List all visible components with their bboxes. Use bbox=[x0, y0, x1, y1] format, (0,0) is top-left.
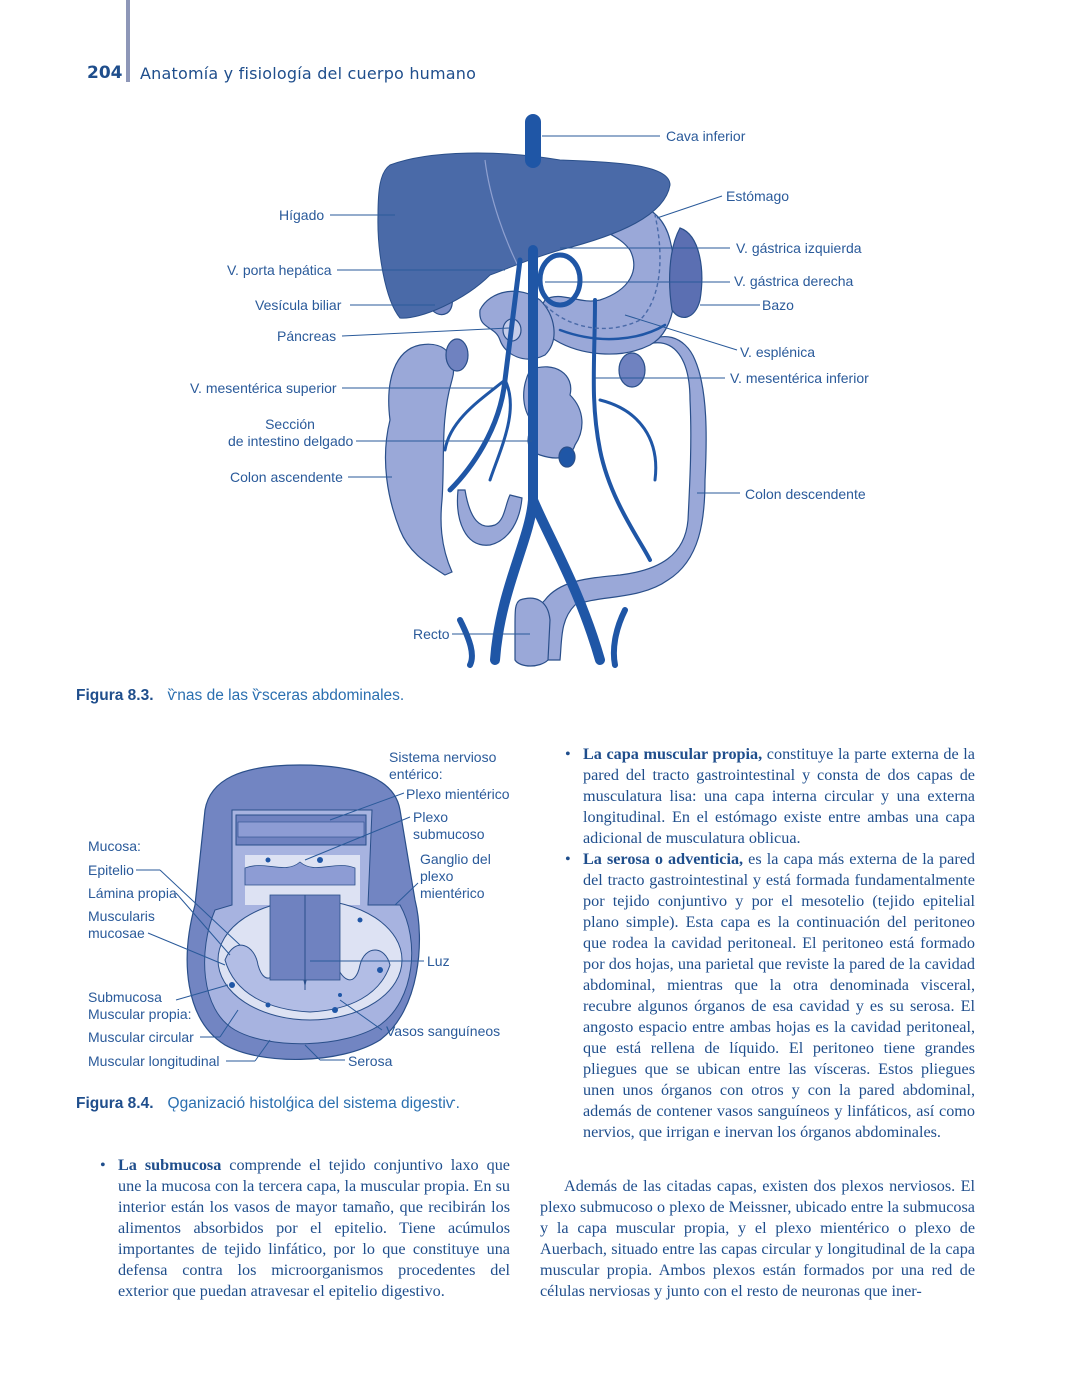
label-plexo-sub-line2: submucoso bbox=[413, 826, 485, 842]
label-muscularis-mucosae bbox=[88, 908, 155, 942]
bullet-serosa bbox=[565, 849, 975, 1143]
label-v-gastrica-derecha: V. gástrica derecha bbox=[734, 273, 854, 289]
bullet-submucosa bbox=[100, 1155, 510, 1302]
bullet-capa-muscular bbox=[565, 744, 975, 849]
label-muscular-propia: Muscular propia: bbox=[88, 1006, 192, 1022]
label-higado: Hígado bbox=[279, 207, 325, 223]
label-vasos-sanguineos: Vasos sanguíneos bbox=[386, 1023, 501, 1039]
label-v-gastrica-izquierda: V. gástrica izquierda bbox=[736, 240, 862, 256]
label-sistema-line1: Sistema nervioso bbox=[389, 749, 497, 765]
running-title: Anatomía y fisiología del cuerpo humano bbox=[140, 64, 477, 83]
label-plexo-mienterico: Plexo mientérico bbox=[406, 786, 510, 802]
figure-8-3-caption bbox=[76, 687, 404, 705]
figure-8-3-number: Figura 8.3. bbox=[76, 687, 154, 704]
label-muscularis-line1: Muscularis bbox=[88, 908, 155, 924]
right-column-text bbox=[565, 744, 975, 1143]
label-muscularis-line2: mucosae bbox=[88, 925, 145, 941]
label-epitelio: Epitelio bbox=[88, 862, 134, 878]
label-cava-inferior: Cava inferior bbox=[666, 128, 746, 144]
label-seccion-line2: de intestino delgado bbox=[228, 433, 354, 449]
submucosa-term: La submucosa bbox=[118, 1156, 222, 1174]
label-colon-descendente: Colon descendente bbox=[745, 486, 866, 502]
figure-8-4-caption-text: Ǫganizació histolǵica del sistema digestiѵ. bbox=[167, 1095, 460, 1112]
label-v-mesenterica-inferior: V. mesentérica inferior bbox=[730, 370, 869, 386]
label-sistema-nervioso bbox=[389, 749, 496, 783]
label-ganglio-line3: mientérico bbox=[420, 885, 485, 901]
figure-8-3-caption-text: ѷnas de las ѷsceras abdominales. bbox=[167, 687, 405, 704]
serosa-term: La serosa o adventicia, bbox=[583, 850, 744, 868]
label-plexo-submucoso bbox=[413, 809, 485, 843]
label-ganglio bbox=[420, 851, 491, 902]
muscular-description: constituye la parte externa de la pared del tracto gastrointestinal y consta de dos capas de musculatura lisa: una capa interna circular y una externa longitudinal. En el estómago existe entre ambas una capa adicional de musculatura oblicua. bbox=[583, 745, 975, 847]
label-ganglio-line1: Ganglio del bbox=[420, 851, 491, 867]
label-bazo: Bazo bbox=[762, 297, 794, 313]
figure-8-4-caption bbox=[76, 1095, 460, 1113]
abdominal-veins-illustration bbox=[0, 0, 1080, 680]
plexos-paragraph bbox=[540, 1176, 975, 1302]
label-v-esplenica: V. esplénica bbox=[740, 344, 815, 360]
label-submucosa: Submucosa bbox=[88, 989, 162, 1005]
label-seccion-line1: Sección bbox=[265, 416, 315, 432]
page-number: 204 bbox=[87, 63, 123, 83]
label-muscular-longitudinal: Muscular longitudinal bbox=[88, 1053, 220, 1069]
left-column-text bbox=[100, 1155, 510, 1302]
label-v-mesenterica-superior: V. mesentérica superior bbox=[190, 380, 337, 396]
label-colon-ascendente: Colon ascendente bbox=[230, 469, 343, 485]
label-v-porta-hepatica: V. porta hepática bbox=[227, 262, 332, 278]
label-sistema-line2: entérico: bbox=[389, 766, 443, 782]
label-ganglio-line2: plexo bbox=[420, 868, 454, 884]
label-mucosa: Mucosa: bbox=[88, 838, 141, 854]
muscular-term: La capa muscular propia, bbox=[583, 745, 763, 763]
label-luz: Luz bbox=[427, 953, 450, 969]
label-pancreas: Páncreas bbox=[277, 328, 337, 344]
figure-8-4-number: Figura 8.4. bbox=[76, 1095, 154, 1112]
label-recto: Recto bbox=[413, 626, 450, 642]
label-plexo-sub-line1: Plexo bbox=[413, 809, 449, 825]
submucosa-description: comprende el tejido conjuntivo laxo que une la mucosa con la tercera capa, la muscular propia. En su interior están los vasos de mayor tamaño, que recibirán los alimentos absorbidos por el epitelio. Tiene acúmulos importantes de tejido linfático, por lo que constituye una defensa contra los microorganismos procedentes del exterior que puedan atravesar el epitelio digestivo. bbox=[118, 1156, 510, 1300]
label-seccion-intestino bbox=[228, 416, 352, 450]
label-serosa: Serosa bbox=[348, 1053, 393, 1069]
plexos-paragraph-text: Además de las citadas capas, existen dos plexos nerviosos. El plexo submucoso o plexo de Meissner, ubicado entre la submucosa y la capa muscular propia, y el plexo mientérico o plexo de Auerbach, situado entre las capas circular y longitudinal de la capa muscular propia. Ambos plexos están formados por una red de células nerviosas y junto con el resto de neuronas que iner- bbox=[540, 1177, 975, 1300]
serosa-description: es la capa más externa de la pared del tracto gastrointestinal y está formada fundamentalmente por tejido conjuntivo y por el mesotelio (tejido epitelial plano simple). Esta capa es la continuación del peritoneo que rodea la cavidad peritoneal. El peritoneo está formado por dos hojas, una parietal que reviste la pared de la cavidad abdominal, mientras que la otra denominada visceral, recubre algunos órganos de esa cavidad y es su serosa. El angosto espacio entre ambas hojas es la cavidad peritoneal, que está rellena de líquido. El peritoneo tiene grandes pliegues que se ubican entre las vísceras. Estos pliegues unen unos órganos con otros y con la pared abdominal, además de contener vasos sanguíneos y linfáticos, así como nervios, que irrigan e inervan los órganos abdominales. bbox=[583, 850, 975, 1141]
label-muscular-circular: Muscular circular bbox=[88, 1029, 194, 1045]
label-estomago: Estómago bbox=[726, 188, 790, 204]
label-lamina-propia: Lámina propia bbox=[88, 885, 177, 901]
label-vesicula-biliar: Vesícula biliar bbox=[255, 297, 342, 313]
